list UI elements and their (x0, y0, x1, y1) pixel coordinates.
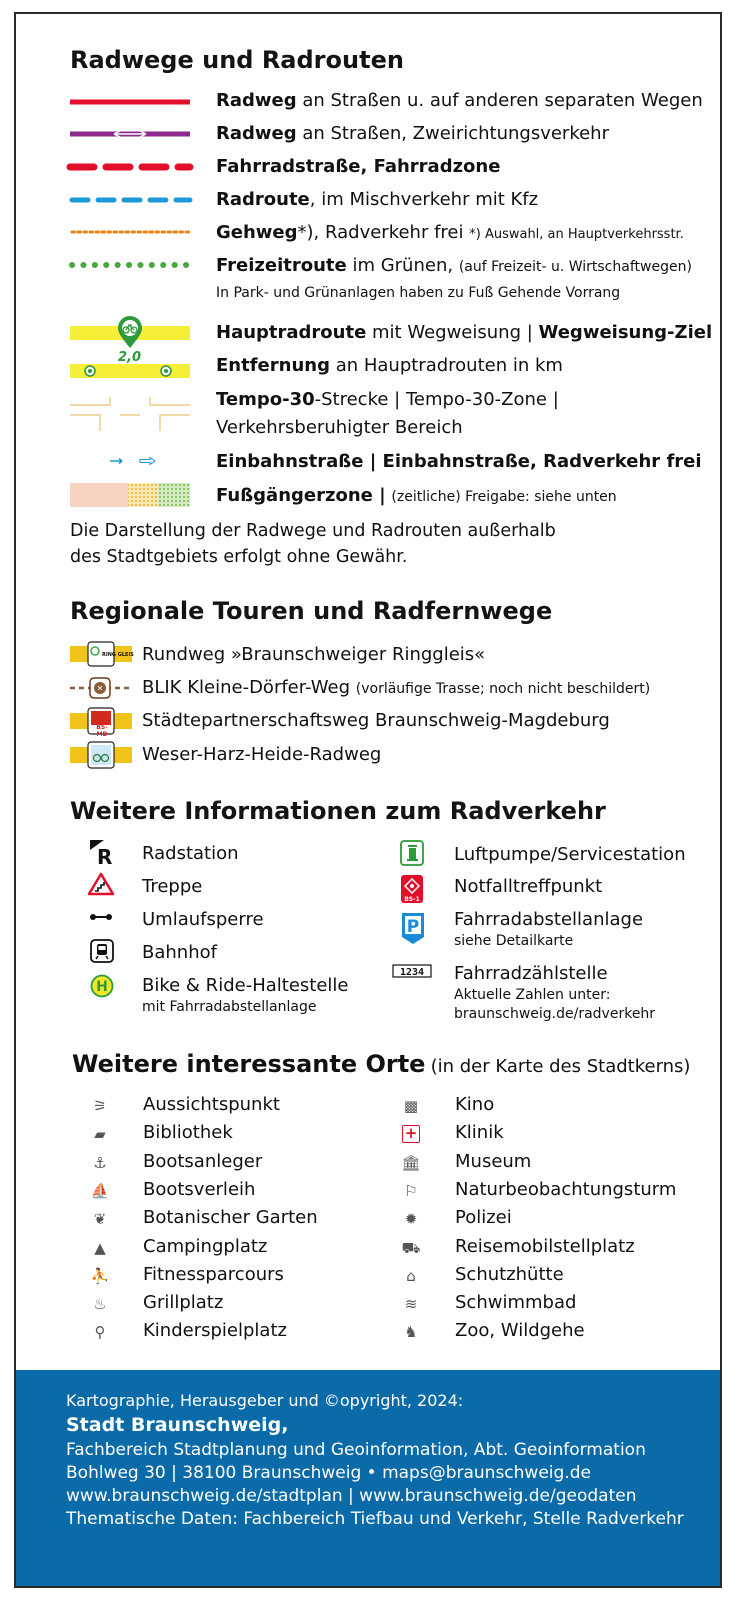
place-item-label: Botanischer Garten (143, 1207, 318, 1229)
place-item-label: Fitnessparcours (143, 1263, 284, 1285)
ringgleis-badge-label: RING GLEIS (102, 652, 134, 658)
pump-icon (400, 840, 424, 866)
staedtepartnerschaft-badge-label: BS-MD (96, 724, 108, 738)
info-item-luftpumpe: Luftpumpe/Servicestation (454, 844, 686, 865)
legend-item-radweg: Radweg an Straßen u. auf anderen separaten Wegen (216, 90, 703, 111)
fussgaengerzone-symbol (70, 483, 190, 507)
imprint-footer (16, 1370, 720, 1586)
regional-item-weser-harz-heide: Weser-Harz-Heide-Radweg (142, 744, 382, 765)
playground-icon: ⚲ (94, 1323, 106, 1342)
info-item-bike-ride: Bike & Ride-Haltestelle (142, 975, 349, 996)
legend-panel (14, 12, 722, 1588)
place-item-label: Schutzhütte (455, 1263, 564, 1285)
blik-symbol (70, 676, 132, 700)
legend-item-fahrradstrasse: Fahrradstraße, Fahrradzone (216, 156, 501, 177)
legend-item-tempo30: Tempo-30-Strecke | Tempo-30-Zone | (216, 389, 559, 410)
hauptradroute-symbol (70, 316, 190, 348)
museum-icon: 🏛 (401, 1153, 421, 1172)
footer-city: Stadt Braunschweig, (66, 1414, 289, 1436)
svg-text:P: P (406, 917, 420, 937)
section-title-radwege: Radwege und Radrouten (70, 46, 404, 74)
shelter-icon: ⌂ (406, 1266, 416, 1285)
info-item-zaehlstelle-sub: Aktuelle Zahlen unter: (454, 987, 611, 1003)
zoo-icon: ♞ (404, 1323, 418, 1342)
info-item-radstation: Radstation (142, 843, 239, 864)
radweg-line-symbol (70, 98, 190, 106)
freizeitroute-note: In Park- und Grünanlagen haben zu Fuß Gehende Vorrang (216, 285, 621, 301)
motorhome-icon: ⛟ (401, 1238, 421, 1257)
botanic-garden-icon: ❦ (93, 1210, 107, 1229)
footer-thematic: Thematische Daten: Fachbereich Tiefbau und Verkehr, Stelle Radverkehr (66, 1509, 684, 1529)
place-item-label: Polizei (455, 1207, 512, 1229)
boat-rental-icon: ⛵ (90, 1181, 110, 1200)
info-item-notfalltreffpunkt: Notfalltreffpunkt (454, 876, 603, 897)
regional-item-staedtepartnerschaft: Städtepartnerschaftsweg Braunschweig-Magdeburg (142, 710, 610, 731)
footer-copyright: Kartographie, Herausgeber und ©opyright, 2024: (66, 1391, 464, 1410)
radroute-symbol (70, 195, 190, 205)
info-item-umlaufsperre: Umlaufsperre (142, 909, 264, 930)
place-item-label: Naturbeobachtungsturm (455, 1178, 677, 1200)
disclaimer-line-1: Die Darstellung der Radwege und Radrouten außerhalb (70, 521, 556, 541)
place-item-label: Bibliothek (143, 1122, 233, 1144)
section-title-info: Weitere Informationen zum Radverkehr (70, 797, 606, 825)
legend-item-radweg-zweirichtung: Radweg an Straßen, Zweirichtungsverkehr (216, 123, 609, 144)
legend-item-freizeitroute: Freizeitroute im Grünen, (auf Freizeit- u. Wirtschaftwegen) (216, 255, 692, 276)
info-item-zaehlstelle-link: braunschweig.de/radverkehr (454, 1006, 656, 1022)
radstation-icon (90, 840, 113, 869)
police-icon: ✹ (404, 1210, 418, 1229)
info-item-fahrradabstellanlage-sub: siehe Detailkarte (454, 933, 574, 949)
fitness-icon: ⛹ (90, 1266, 110, 1285)
place-item-label: Reisemobilstellplatz (455, 1235, 635, 1257)
fahrradstrasse-symbol (70, 162, 190, 172)
place-item-label: Zoo, Wildgehe (455, 1320, 585, 1342)
anchor-icon: ⚓ (93, 1153, 107, 1172)
place-item-label: Schwimmbad (455, 1292, 577, 1314)
place-item-label: Bootsverleih (143, 1178, 256, 1200)
barrier-icon (90, 912, 112, 922)
legend-item-einbahnstrasse: Einbahnstraße | Einbahnstraße, Radverkehr frei (216, 451, 702, 472)
section-title-places: Weitere interessante Orte (in der Karte des Stadtkerns) (72, 1050, 691, 1078)
place-item-label: Aussichtspunkt (143, 1094, 280, 1115)
entfernung-km-label: 2,0 (118, 350, 142, 365)
observation-tower-icon: ⚐ (404, 1181, 418, 1200)
legend-item-radroute: Radroute, im Mischverkehr mit Kfz (216, 189, 539, 210)
disclaimer-line-2: des Stadtgebiets erfolgt ohne Gewähr. (70, 547, 408, 567)
radweg-zweirichtung-symbol (70, 129, 190, 139)
parking-icon (400, 911, 426, 945)
section-title-regional: Regionale Touren und Radfernwege (70, 597, 553, 625)
legend-item-fussgaengerzone: Fußgängerzone | (zeitliche) Freigabe: siehe unten (216, 485, 617, 506)
place-item-label: Klinik (455, 1122, 504, 1144)
place-item-label: Kino (455, 1094, 495, 1115)
swimming-icon: ≋ (404, 1295, 418, 1314)
legend-item-entfernung: Entfernung an Hauptradrouten in km (216, 355, 563, 376)
counter-icon (392, 964, 432, 978)
train-icon (90, 939, 114, 963)
info-item-treppe: Treppe (142, 876, 203, 897)
info-item-fahrradabstellanlage: Fahrradabstellanlage (454, 909, 644, 930)
regional-item-ringgleis: Rundweg »Braunschweiger Ringgleis« (142, 644, 486, 665)
viewpoint-icon: ⚞ (93, 1097, 107, 1115)
footer-address: Bohlweg 30 | 38100 Braunschweig • maps@braunschweig.de (66, 1463, 591, 1483)
footer-department: Fachbereich Stadtplanung und Geoinformation, Abt. Geoinformation (66, 1440, 646, 1460)
svg-text:1234: 1234 (399, 967, 425, 978)
clinic-icon: + (402, 1125, 420, 1143)
svg-text:✕: ✕ (96, 684, 104, 693)
stairs-warning-icon (88, 872, 114, 896)
place-item-label: Grillplatz (143, 1292, 224, 1314)
legend-item-gehweg: Gehweg*), Radverkehr frei *) Auswahl, an Hauptverkehrsstr. (216, 222, 684, 243)
freizeitroute-symbol (70, 261, 190, 269)
place-item-label: Bootsanleger (143, 1150, 263, 1172)
place-item-label: Kinderspielplatz (143, 1320, 287, 1342)
cinema-icon: ▩ (403, 1097, 419, 1115)
bike-ride-stop-icon (90, 974, 114, 998)
gehweg-symbol (70, 228, 190, 236)
regional-item-blik: BLIK Kleine-Dörfer-Weg (vorläufige Trasse; noch nicht beschildert) (142, 677, 651, 698)
legend-item-hauptradroute: Hauptradroute mit Wegweisung | Wegweisung-Ziel (216, 322, 713, 343)
camping-icon: ▲ (94, 1238, 106, 1257)
grill-icon: ♨ (93, 1295, 107, 1314)
footer-links: www.braunschweig.de/stadtplan | www.braunschweig.de/geodaten (66, 1486, 637, 1506)
emergency-point-icon (400, 874, 424, 904)
svg-text:BS-1: BS-1 (404, 896, 420, 903)
einbahnstrasse-symbol (106, 456, 166, 466)
svg-text:R: R (97, 845, 113, 869)
weser-harz-heide-symbol (70, 742, 132, 768)
place-item-label: Museum (455, 1150, 532, 1172)
info-item-bike-ride-sub: mit Fahrradabstellanlage (142, 999, 317, 1015)
info-item-fahrradzaehlstelle: Fahrradzählstelle (454, 963, 608, 984)
place-item-label: Campingplatz (143, 1235, 268, 1257)
library-icon: ▰ (94, 1125, 106, 1144)
legend-item-verkehrsberuhigt: Verkehrsberuhigter Bereich (216, 417, 463, 438)
info-item-bahnhof: Bahnhof (142, 942, 217, 963)
tempo30-symbol (70, 397, 190, 433)
svg-text:H: H (96, 979, 108, 995)
